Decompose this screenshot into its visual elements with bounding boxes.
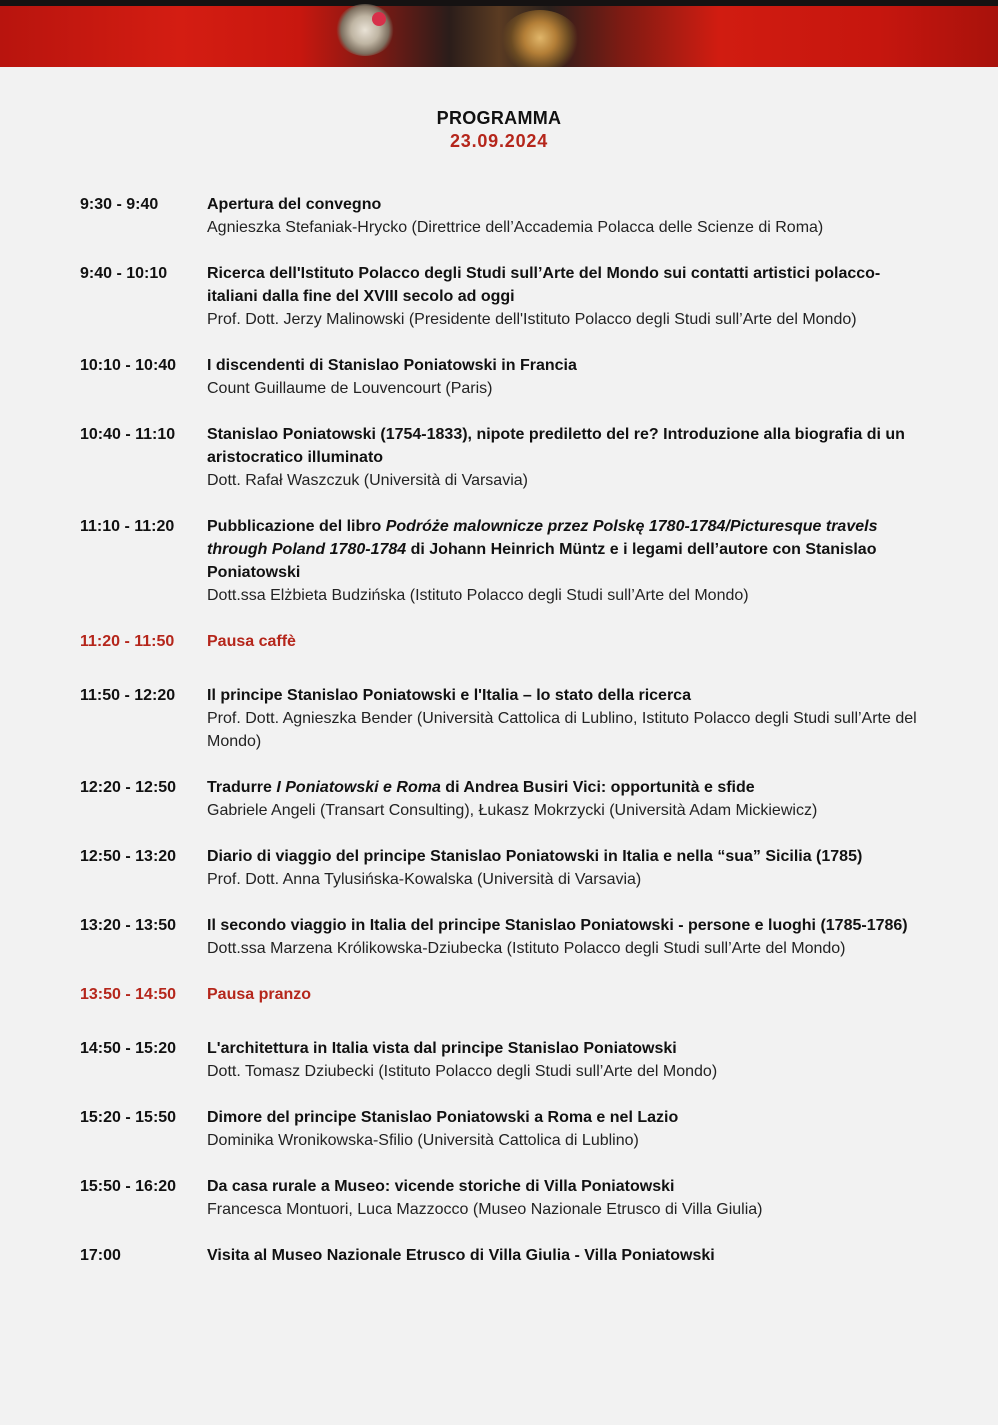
talk-title-text: di Andrea Busiri Vici: opportunità e sfide [440,779,755,796]
program-time: 10:10 - 10:40 [80,357,177,374]
program-details [207,983,930,1006]
program-details [207,1175,930,1221]
program-details [207,354,930,400]
program-item [80,1037,930,1083]
medal-decoration [500,10,580,67]
program-time: 13:20 - 13:50 [80,917,177,934]
program-time: 17:00 [80,1247,121,1264]
talk-title-text: di Johann Heinrich Müntz e i legami dell’autore con Stanislao Poniatowski [207,541,877,581]
talk-title: Stanislao Poniatowski (1754-1833), nipote prediletto del re? Introduzione alla biografia di un aristocratico illuminato [207,426,905,466]
program-details [207,684,930,753]
program-item [80,354,930,400]
talk-speaker: Prof. Dott. Jerzy Malinowski (Presidente dell'Istituto Polacco degli Studi sull’Arte del Mondo) [207,311,857,328]
talk-title: I discendenti di Stanislao Poniatowski in Francia [207,357,577,374]
medal-decoration [335,4,395,56]
talk-title-italic: Podróże malownicze przez Polskę 1780-1784/Picturesque travels through Poland 1780-1784 [207,518,878,558]
program-time: 12:20 - 12:50 [80,779,177,796]
program-header [0,107,998,152]
talk-title: Il principe Stanislao Poniatowski e l'Italia – lo stato della ricerca [207,687,691,704]
talk-speaker: Dominika Wronikowska-Sfilio (Università Cattolica di Lublino) [207,1132,639,1149]
program-time: 13:50 - 14:50 [80,986,177,1003]
talk-speaker: Count Guillaume de Louvencourt (Paris) [207,380,493,397]
talk-title-text: Tradurre [207,779,277,796]
talk-speaker: Dott.ssa Elżbieta Budzińska (Istituto Polacco degli Studi sull’Arte del Mondo) [207,587,749,604]
program-item [80,776,930,822]
program-item [80,1175,930,1221]
program-time: 10:40 - 11:10 [80,426,176,443]
program-time: 15:50 - 16:20 [80,1178,177,1195]
program-details [207,1106,930,1152]
program-time: 11:20 - 11:50 [80,633,175,650]
talk-title: Pausa caffè [207,633,296,650]
program-list [80,193,930,1290]
talk-title: Pausa pranzo [207,986,312,1003]
talk-title [207,515,930,584]
program-item [80,193,930,239]
program-title: PROGRAMMA [436,108,562,128]
talk-title-text: Pubblicazione del libro [207,518,386,535]
program-item [80,423,930,492]
talk-speaker: Prof. Dott. Anna Tylusińska-Kowalska (Università di Varsavia) [207,871,642,888]
talk-speaker: Francesca Montuori, Luca Mazzocco (Museo Nazionale Etrusco di Villa Giulia) [207,1201,763,1218]
program-item [80,1244,930,1267]
talk-title [207,776,930,799]
program-time: 9:30 - 9:40 [80,196,159,213]
header-banner-image [0,0,998,67]
talk-speaker: Dott. Rafał Waszczuk (Università di Varsavia) [207,472,528,489]
talk-title: L'architettura in Italia vista dal principe Stanislao Poniatowski [207,1040,677,1057]
talk-title: Dimore del principe Stanislao Poniatowski a Roma e nel Lazio [207,1109,679,1126]
program-item [80,914,930,960]
program-break [80,983,930,1006]
program-details [207,193,930,239]
talk-title-italic: I Poniatowski e Roma [276,779,441,796]
talk-speaker: Dott. Tomasz Dziubecki (Istituto Polacco degli Studi sull’Arte del Mondo) [207,1063,718,1080]
program-time: 12:50 - 13:20 [80,848,177,865]
program-details [207,262,930,331]
program-time: 11:50 - 12:20 [80,687,176,704]
program-item [80,1106,930,1152]
talk-speaker: Agnieszka Stefaniak-Hrycko (Direttrice dell’Accademia Polacca delle Scienze di Roma) [207,219,824,236]
program-details [207,1037,930,1083]
program-date: 23.09.2024 [449,131,549,151]
program-time: 11:10 - 11:20 [80,518,175,535]
talk-speaker: Dott.ssa Marzena Królikowska-Dziubecka (Istituto Polacco degli Studi sull’Arte del Mondo) [207,940,846,957]
talk-title: Il secondo viaggio in Italia del principe Stanislao Poniatowski - persone e luoghi (1785-1786) [207,917,908,934]
talk-title: Apertura del convegno [207,196,382,213]
program-details [207,630,930,653]
program-time: 14:50 - 15:20 [80,1040,177,1057]
medal-decoration [372,12,386,26]
program-details [207,1244,930,1267]
program-details [207,845,930,891]
program-item [80,262,930,331]
talk-speaker: Prof. Dott. Agnieszka Bender (Università Cattolica di Lublino, Istituto Polacco degli Studi sull’Arte del Mondo) [207,710,917,750]
program-details [207,776,930,822]
program-details [207,914,930,960]
program-details [207,423,930,492]
talk-title: Diario di viaggio del principe Stanislao Poniatowski in Italia e nella “sua” Sicilia (1785) [207,848,863,865]
program-details [207,515,930,607]
program-time: 15:20 - 15:50 [80,1109,177,1126]
talk-title: Ricerca dell'Istituto Polacco degli Studi sull’Arte del Mondo sui contatti artistici polacco-italiani dalla fine del XVIII secolo ad oggi [207,265,881,305]
talk-speaker: Gabriele Angeli (Transart Consulting), Łukasz Mokrzycki (Università Adam Mickiewicz) [207,802,818,819]
talk-title: Da casa rurale a Museo: vicende storiche di Villa Poniatowski [207,1178,675,1195]
talk-title: Visita al Museo Nazionale Etrusco di Villa Giulia - Villa Poniatowski [207,1247,715,1264]
program-item [80,515,930,607]
program-break [80,630,930,653]
program-item [80,845,930,891]
program-item [80,684,930,753]
program-time: 9:40 - 10:10 [80,265,168,282]
